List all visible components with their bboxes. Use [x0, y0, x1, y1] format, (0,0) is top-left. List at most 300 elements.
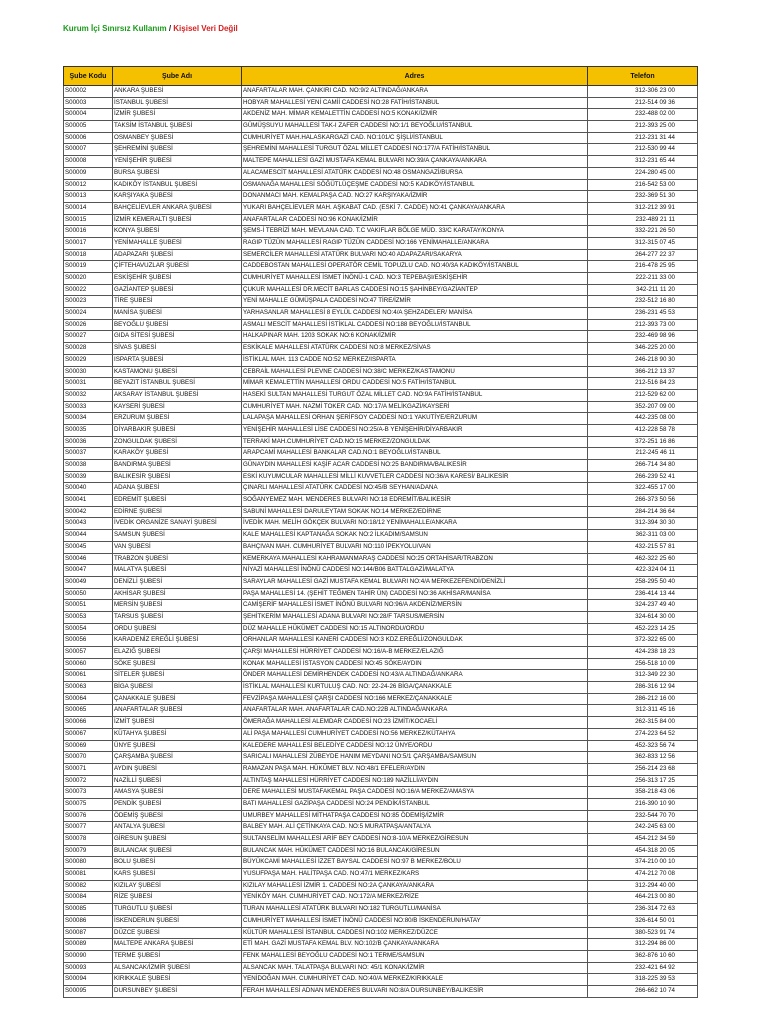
- table-row: [64, 214, 698, 226]
- branch-name-cell: BOLU ŞUBESİ: [113, 857, 242, 869]
- phone-cell: 216-542 53 00: [588, 179, 698, 191]
- table-row: [64, 787, 698, 799]
- address-cell: ORHANLAR MAHALLESİ KANERİ CADDESİ NO:3 KDZ.EREĞLİ/ZONGULDAK: [242, 635, 588, 647]
- table-row: [64, 530, 698, 542]
- phone-cell: 332-221 26 50: [588, 226, 698, 238]
- branch-code-cell: S00060: [64, 658, 113, 670]
- table-row: [64, 506, 698, 518]
- phone-cell: 452-223 14 25: [588, 623, 698, 635]
- phone-cell: 422-324 04 11: [588, 565, 698, 577]
- branch-name-cell: RİZE ŞUBESİ: [113, 892, 242, 904]
- table-row: [64, 705, 698, 717]
- address-cell: TERRAKİ MAH.CUMHURİYET CAD.NO:15 MERKEZ/ZONGULDAK: [242, 436, 588, 448]
- table-row: [64, 401, 698, 413]
- table-row: [64, 366, 698, 378]
- branch-name-cell: MALTEPE ANKARA ŞUBESİ: [113, 939, 242, 951]
- branch-name-cell: ÇARŞAMBA ŞUBESİ: [113, 752, 242, 764]
- table-row: [64, 413, 698, 425]
- branch-code-cell: S00071: [64, 763, 113, 775]
- branch-code-cell: S00035: [64, 424, 113, 436]
- branch-code-cell: S00018: [64, 249, 113, 261]
- address-cell: PAŞA MAHALLESİ 14. (ŞEHİT TEĞMEN TAHİR ÜN) CADDESİ NO:36 AKHİSAR/MANİSA: [242, 588, 588, 600]
- phone-cell: 324-237 49 40: [588, 600, 698, 612]
- branch-name-cell: BAHÇELİEVLER ANKARA ŞUBESİ: [113, 202, 242, 214]
- phone-cell: 372-322 65 00: [588, 635, 698, 647]
- branch-name-cell: KÜTAHYA ŞUBESİ: [113, 728, 242, 740]
- branch-name-cell: KADIKÖY İSTANBUL ŞUBESİ: [113, 179, 242, 191]
- phone-cell: 246-218 90 30: [588, 354, 698, 366]
- branch-name-cell: TARSUS ŞUBESİ: [113, 611, 242, 623]
- phone-cell: 362-311 03 00: [588, 530, 698, 542]
- branch-code-cell: S00087: [64, 927, 113, 939]
- table-row: [64, 226, 698, 238]
- phone-cell: 212-514 09 36: [588, 97, 698, 109]
- table-row: [64, 132, 698, 144]
- branch-name-cell: İZMİR KEMERALTI ŞUBESİ: [113, 214, 242, 226]
- branch-code-cell: S00029: [64, 354, 113, 366]
- table-row: [64, 518, 698, 530]
- branch-name-cell: KASTAMONU ŞUBESİ: [113, 366, 242, 378]
- address-cell: KONAK MAHALLESİ İSTASYON CADDESİ NO:45 SÖKE/AYDIN: [242, 658, 588, 670]
- branch-name-cell: ELAZIĞ ŞUBESİ: [113, 647, 242, 659]
- address-cell: DÜZ MAHALLE HÜKÜMET CADDESİ NO:15 ALTINORDU/ORDU: [242, 623, 588, 635]
- table-row: [64, 892, 698, 904]
- branch-code-cell: S00065: [64, 705, 113, 717]
- address-cell: UMURBEY MAHALLESİ MİTHATPAŞA CADDESİ NO:85 ÖDEMİŞ/İZMİR: [242, 810, 588, 822]
- branch-name-cell: ÇİFTEHAVUZLAR ŞUBESİ: [113, 261, 242, 273]
- table-row: [64, 576, 698, 588]
- phone-cell: 284-214 36 64: [588, 506, 698, 518]
- phone-cell: 232-489 21 11: [588, 214, 698, 226]
- address-cell: BULANCAK MAH. HÜKÜMET CADDESİ NO:16 BULANCAK/GİRESUN: [242, 845, 588, 857]
- phone-cell: 216-478 25 95: [588, 261, 698, 273]
- table-row: [64, 880, 698, 892]
- address-cell: YUKARI BAHÇELİEVLER MAH. AŞKABAT CAD. (ESKİ 7. CADDE) NO:41 ÇANKAYA/ANKARA: [242, 202, 588, 214]
- branch-code-cell: S00039: [64, 471, 113, 483]
- address-cell: NİYAZİ MAHALLESİ İNÖNÜ CADDESİ NO:144/B06 BATTALGAZİ/MALATYA: [242, 565, 588, 577]
- table-row: [64, 728, 698, 740]
- phone-cell: 372-251 16 86: [588, 436, 698, 448]
- branch-code-cell: S00070: [64, 752, 113, 764]
- branch-name-cell: İSTANBUL ŞUBESİ: [113, 97, 242, 109]
- table-row: [64, 974, 698, 986]
- branch-code-cell: S00075: [64, 798, 113, 810]
- phone-cell: 286-212 16 00: [588, 693, 698, 705]
- branch-name-cell: EDREMİT ŞUBESİ: [113, 495, 242, 507]
- table-row: [64, 798, 698, 810]
- branch-code-cell: S00043: [64, 518, 113, 530]
- table-row: [64, 237, 698, 249]
- phone-cell: 312-311 45 16: [588, 705, 698, 717]
- branch-name-cell: DENİZLİ ŞUBESİ: [113, 576, 242, 588]
- phone-cell: 232-369 51 30: [588, 191, 698, 203]
- phone-cell: 312-212 39 91: [588, 202, 698, 214]
- branch-name-cell: BULANCAK ŞUBESİ: [113, 845, 242, 857]
- branch-code-cell: S00082: [64, 880, 113, 892]
- address-cell: TURAN MAHALLESİ ATATÜRK BULVARI NO:182 TURGUTLU/MANİSA: [242, 904, 588, 916]
- table-row: [64, 834, 698, 846]
- phone-cell: 452-323 56 74: [588, 740, 698, 752]
- branch-code-cell: S00054: [64, 623, 113, 635]
- table-row: [64, 97, 698, 109]
- phone-cell: 256-518 10 09: [588, 658, 698, 670]
- phone-cell: 236-314 72 63: [588, 904, 698, 916]
- branch-name-cell: YENİMAHALLE ŞUBESİ: [113, 237, 242, 249]
- branch-name-cell: ESKİŞEHİR ŞUBESİ: [113, 273, 242, 285]
- phone-cell: 224-280 45 00: [588, 167, 698, 179]
- table-row: [64, 354, 698, 366]
- branch-name-cell: TERME ŞUBESİ: [113, 950, 242, 962]
- table-row: [64, 495, 698, 507]
- table-row: [64, 308, 698, 320]
- branch-name-cell: MERSİN ŞUBESİ: [113, 600, 242, 612]
- branch-code-cell: S00049: [64, 576, 113, 588]
- branch-code-cell: S00044: [64, 530, 113, 542]
- branch-code-cell: S00053: [64, 611, 113, 623]
- phone-cell: 212-231 31 44: [588, 132, 698, 144]
- branch-name-cell: ANAFARTALAR ŞUBESİ: [113, 705, 242, 717]
- branch-code-cell: S00014: [64, 202, 113, 214]
- table-row: [64, 261, 698, 273]
- branch-code-cell: S00081: [64, 869, 113, 881]
- phone-cell: 274-223 64 52: [588, 728, 698, 740]
- branch-code-cell: S00034: [64, 413, 113, 425]
- table-row: [64, 424, 698, 436]
- branch-code-cell: S00036: [64, 436, 113, 448]
- table-row: [64, 191, 698, 203]
- address-cell: İSTİKLAL MAH. 113 CADDE NO:52 MERKEZ/ISPARTA: [242, 354, 588, 366]
- phone-cell: 442-235 08 00: [588, 413, 698, 425]
- address-cell: YENİKÖY MAH. CUMHURİYET CAD. NO:172/A MERKEZ/RİZE: [242, 892, 588, 904]
- table-row: [64, 284, 698, 296]
- phone-cell: 258-295 50 40: [588, 576, 698, 588]
- phone-cell: 212-530 99 44: [588, 144, 698, 156]
- branch-name-cell: AYDIN ŞUBESİ: [113, 763, 242, 775]
- table-row: [64, 553, 698, 565]
- branch-code-cell: S00015: [64, 214, 113, 226]
- header-address: Adres: [242, 67, 588, 86]
- branch-name-cell: VAN ŞUBESİ: [113, 541, 242, 553]
- table-row: [64, 763, 698, 775]
- branch-code-cell: S00041: [64, 495, 113, 507]
- phone-cell: 264-277 22 37: [588, 249, 698, 261]
- phone-cell: 242-245 63 00: [588, 822, 698, 834]
- branch-name-cell: TİRE ŞUBESİ: [113, 296, 242, 308]
- branch-name-cell: ADANA ŞUBESİ: [113, 483, 242, 495]
- phone-cell: 362-876 10 60: [588, 950, 698, 962]
- phone-cell: 424-238 18 23: [588, 647, 698, 659]
- branch-name-cell: ADAPAZARI ŞUBESİ: [113, 249, 242, 261]
- branch-name-cell: İSKENDERUN ŞUBESİ: [113, 915, 242, 927]
- address-cell: CEBRAİL MAHALLESİ PLEVNE CADDESİ NO:38/C MERKEZ/KASTAMONU: [242, 366, 588, 378]
- branch-code-cell: S00064: [64, 693, 113, 705]
- phone-cell: 266-714 34 80: [588, 460, 698, 472]
- branch-name-cell: ANKARA ŞUBESİ: [113, 86, 242, 98]
- table-row: [64, 869, 698, 881]
- branch-name-cell: BURSA ŞUBESİ: [113, 167, 242, 179]
- address-cell: YENİ MAHALLE GÜMÜŞPALA CADDESİ NO:47 TİRE/İZMİR: [242, 296, 588, 308]
- table-row: [64, 822, 698, 834]
- branch-name-cell: PENDİK ŞUBESİ: [113, 798, 242, 810]
- phone-cell: 352-207 09 00: [588, 401, 698, 413]
- address-cell: MALTEPE MAHALLESİ GAZİ MUSTAFA KEMAL BULVARI NO:39/A ÇANKAYA/ANKARA: [242, 156, 588, 168]
- branch-name-cell: İZMİT ŞUBESİ: [113, 717, 242, 729]
- phone-cell: 312-315 07 45: [588, 237, 698, 249]
- classification-separator: /: [168, 24, 172, 33]
- branch-code-cell: S00013: [64, 191, 113, 203]
- phone-cell: 312-306 23 00: [588, 86, 698, 98]
- phone-cell: 374-210 00 10: [588, 857, 698, 869]
- branch-code-cell: S00003: [64, 97, 113, 109]
- address-cell: ANAFARTALAR MAH. ANAFARTALAR CAD.NO:22B ALTINDAĞ/ANKARA: [242, 705, 588, 717]
- branch-code-cell: S00017: [64, 237, 113, 249]
- address-cell: DERE MAHALLESİ MUSTAFAKEMAL PAŞA CADDESİ NO:16/A MERKEZ/AMASYA: [242, 787, 588, 799]
- branch-table: [63, 66, 698, 998]
- branch-name-cell: KIRIKKALE ŞUBESİ: [113, 974, 242, 986]
- address-cell: ASMALI MESCİT MAHALLESİ İSTİKLAL CADDESİ NO:188 BEYOĞLU/İSTANBUL: [242, 319, 588, 331]
- branch-name-cell: AKSARAY İSTANBUL ŞUBESİ: [113, 389, 242, 401]
- phone-cell: 312-294 86 00: [588, 939, 698, 951]
- branch-name-cell: KIZILAY ŞUBESİ: [113, 880, 242, 892]
- branch-code-cell: S00086: [64, 915, 113, 927]
- branch-code-cell: S00012: [64, 179, 113, 191]
- address-cell: SABUNİ MAHALLESİ DARULEYTAM SOKAK NO:14 MERKEZ/EDİRNE: [242, 506, 588, 518]
- address-cell: ŞEHREMİNİ MAHALLESİ TURGUT ÖZAL MİLLET CADDESİ NO:177/A FATİH/İSTANBUL: [242, 144, 588, 156]
- phone-cell: 256-313 17 25: [588, 775, 698, 787]
- phone-cell: 256-214 23 68: [588, 763, 698, 775]
- table-row: [64, 962, 698, 974]
- address-cell: İVEDİK MAH. MELİH GÖKÇEK BULVARI NO:18/12 YENİMAHALLE/ANKARA: [242, 518, 588, 530]
- address-cell: FERAH MAHALLESİ ADNAN MENDERES BULVARI NO:8/A DURSUNBEY/BALIKESİR: [242, 985, 588, 997]
- phone-cell: 324-614 30 00: [588, 611, 698, 623]
- address-cell: ŞEMS-İ TEBRİZİ MAH. MEVLANA CAD. T.C VAKIFLAR BÖLGE MÜD. 33/C KARATAY/KONYA: [242, 226, 588, 238]
- phone-cell: 232-544 70 70: [588, 810, 698, 822]
- phone-cell: 454-212 34 59: [588, 834, 698, 846]
- address-cell: BALBEY MAH. ALİ ÇETİNKAYA CAD. NO:5 MURATPAŞA/ANTALYA: [242, 822, 588, 834]
- address-cell: HOBYAR MAHALLESİ YENİ CAMİİ CADDESİ NO:28 FATİH/İSTANBUL: [242, 97, 588, 109]
- branch-name-cell: DÜZCE ŞUBESİ: [113, 927, 242, 939]
- address-cell: OSMANAĞA MAHALLESİ SÖĞÜTLÜÇEŞME CADDESİ NO:5 KADIKÖY/İSTANBUL: [242, 179, 588, 191]
- branch-name-cell: MANİSA ŞUBESİ: [113, 308, 242, 320]
- phone-cell: 312-294 40 00: [588, 880, 698, 892]
- table-row: [64, 623, 698, 635]
- branch-name-cell: MALATYA ŞUBESİ: [113, 565, 242, 577]
- address-cell: ANAFARTALAR CADDESİ NO:96 KONAK/İZMİR: [242, 214, 588, 226]
- branch-code-cell: S00040: [64, 483, 113, 495]
- branch-name-cell: TAKSİM İSTANBUL ŞUBESİ: [113, 121, 242, 133]
- address-cell: CUMHURİYET MAHALLESİ İSMET İNÖNÜ CADDESİ NO:80/B İSKENDERUN/HATAY: [242, 915, 588, 927]
- branch-name-cell: KARS ŞUBESİ: [113, 869, 242, 881]
- phone-cell: 366-212 13 37: [588, 366, 698, 378]
- table-row: [64, 693, 698, 705]
- branch-code-cell: S00037: [64, 448, 113, 460]
- branch-name-cell: ÜNYE ŞUBESİ: [113, 740, 242, 752]
- branch-name-cell: KARŞIYAKA ŞUBESİ: [113, 191, 242, 203]
- table-row: [64, 331, 698, 343]
- branch-code-cell: S00023: [64, 296, 113, 308]
- phone-cell: 216-390 10 90: [588, 798, 698, 810]
- branch-code-cell: S00047: [64, 565, 113, 577]
- phone-cell: 326-614 50 01: [588, 915, 698, 927]
- header-branch-code: Şube Kodu: [64, 67, 113, 86]
- table-row: [64, 658, 698, 670]
- branch-name-cell: KAYSERİ ŞUBESİ: [113, 401, 242, 413]
- phone-cell: 358-218 43 06: [588, 787, 698, 799]
- branch-name-cell: BANDIRMA ŞUBESİ: [113, 460, 242, 472]
- branch-code-cell: S00051: [64, 600, 113, 612]
- branch-code-cell: S00019: [64, 261, 113, 273]
- branch-code-cell: S00056: [64, 635, 113, 647]
- branch-name-cell: KARAKÖY ŞUBESİ: [113, 448, 242, 460]
- table-row: [64, 670, 698, 682]
- branch-name-cell: ISPARTA ŞUBESİ: [113, 354, 242, 366]
- branch-code-cell: S00045: [64, 541, 113, 553]
- branch-code-cell: S00022: [64, 284, 113, 296]
- branch-name-cell: GAZİANTEP ŞUBESİ: [113, 284, 242, 296]
- phone-cell: 312-349 22 30: [588, 670, 698, 682]
- table-row: [64, 156, 698, 168]
- address-cell: İSTİKLAL MAHALLESİ KURTULUŞ CAD. NO: 22-24-26 BİGA/ÇANAKKALE: [242, 682, 588, 694]
- branch-name-cell: KARADENİZ EREĞLİ ŞUBESİ: [113, 635, 242, 647]
- phone-cell: 212-393 73 00: [588, 319, 698, 331]
- table-row: [64, 86, 698, 98]
- branch-name-cell: TURGUTLU ŞUBESİ: [113, 904, 242, 916]
- table-row: [64, 448, 698, 460]
- branch-code-cell: S00028: [64, 343, 113, 355]
- phone-cell: 312-394 30 30: [588, 518, 698, 530]
- branch-name-cell: SİVAS ŞUBESİ: [113, 343, 242, 355]
- branch-code-cell: S00063: [64, 682, 113, 694]
- address-cell: ÇUKUR MAHALLESİ DR.MECİT BARLAS CADDESİ NO:15 ŞAHİNBEY/GAZİANTEP: [242, 284, 588, 296]
- phone-cell: 462-322 25 60: [588, 553, 698, 565]
- address-cell: ANAFARTALAR MAH. ÇANKIRI CAD. NO:9/2 ALTINDAĞ/ANKARA: [242, 86, 588, 98]
- address-cell: FENK MAHALLESİ BEYOĞLU CADDESİ NO:1 TERME/SAMSUN: [242, 950, 588, 962]
- branch-code-cell: S00031: [64, 378, 113, 390]
- phone-cell: 432-215 57 81: [588, 541, 698, 553]
- branch-code-cell: S00084: [64, 892, 113, 904]
- branch-code-cell: S00073: [64, 787, 113, 799]
- address-cell: DONANMACI MAH. KEMALPAŞA CAD. NO:27 KARŞIYAKA/İZMİR: [242, 191, 588, 203]
- address-cell: ESKİKALE MAHALLESİ ATATÜRK CADDESİ NO:8 MERKEZ/SİVAS: [242, 343, 588, 355]
- branch-name-cell: BALIKESİR ŞUBESİ: [113, 471, 242, 483]
- address-cell: CUMHURİYET MAH. NAZMİ TOKER CAD. NO:17/A MELİKGAZİ/KAYSERİ: [242, 401, 588, 413]
- address-cell: ALACAMESCİT MAHALLESİ ATATÜRK CADDESİ NO:48 OSMANGAZİ/BURSA: [242, 167, 588, 179]
- table-row: [64, 109, 698, 121]
- branch-name-cell: ÖDEMİŞ ŞUBESİ: [113, 810, 242, 822]
- table-row: [64, 121, 698, 133]
- table-row: [64, 588, 698, 600]
- address-cell: ALTINTAŞ MAHALLESİ HÜRRİYET CADDESİ NO:189 NAZİLLİ/AYDIN: [242, 775, 588, 787]
- branch-table-header: [64, 67, 698, 86]
- branch-code-cell: S00093: [64, 962, 113, 974]
- branch-code-cell: S00024: [64, 308, 113, 320]
- branch-name-cell: NAZİLLİ ŞUBESİ: [113, 775, 242, 787]
- table-row: [64, 740, 698, 752]
- table-row: [64, 939, 698, 951]
- address-cell: HASEKİ SULTAN MAHALLESİ TURGUT ÖZAL MİLLET CAD. NO:9A FATİH/İSTANBUL: [242, 389, 588, 401]
- branch-code-cell: S00042: [64, 506, 113, 518]
- header-row: [64, 67, 698, 86]
- branch-name-cell: YENİŞEHİR ŞUBESİ: [113, 156, 242, 168]
- address-cell: KALE MAHALLESİ KAPTANAĞA SOKAK NO:2 İLKADIM/SAMSUN: [242, 530, 588, 542]
- table-row: [64, 985, 698, 997]
- branch-name-cell: ANTALYA ŞUBESİ: [113, 822, 242, 834]
- branch-name-cell: ERZURUM ŞUBESİ: [113, 413, 242, 425]
- address-cell: CUMHURİYET MAHALLESİ İSMET İNÖNÜ-1 CAD. NO:3 TEPEBAŞI/ESKİŞEHİR: [242, 273, 588, 285]
- branch-code-cell: S00089: [64, 939, 113, 951]
- address-cell: SOĞANYEMEZ MAH. MENDERES BULVARI NO:18 EDREMİT/BALIKESİR: [242, 495, 588, 507]
- address-cell: RAGIP TÜZÜN MAHALLESİ RAGIP TÜZÜN CADDESİ NO:166 YENİMAHALLE/ANKARA: [242, 237, 588, 249]
- table-row: [64, 611, 698, 623]
- address-cell: ETİ MAH. GAZİ MUSTAFA KEMAL BLV. NO:102/B ÇANKAYA/ANKARA: [242, 939, 588, 951]
- address-cell: CUMHURİYET MAH.HALASKARGAZİ CAD. NO:101/C ŞİŞLİ/İSTANBUL: [242, 132, 588, 144]
- table-row: [64, 436, 698, 448]
- table-row: [64, 845, 698, 857]
- table-row: [64, 378, 698, 390]
- address-cell: ÇARŞI MAHALLESİ HÜRRİYET CADDESİ NO:16/A-B MERKEZ/ELAZIĞ: [242, 647, 588, 659]
- branch-name-cell: AMASYA ŞUBESİ: [113, 787, 242, 799]
- branch-name-cell: SAMSUN ŞUBESİ: [113, 530, 242, 542]
- branch-code-cell: S00094: [64, 974, 113, 986]
- branch-code-cell: S00032: [64, 389, 113, 401]
- branch-name-cell: OSMANBEY ŞUBESİ: [113, 132, 242, 144]
- address-cell: ARAPCAMİ MAHALLESİ BANKALAR CAD.NO:1 BEYOĞLU/İSTANBUL: [242, 448, 588, 460]
- phone-cell: 342-211 11 20: [588, 284, 698, 296]
- address-cell: HALKAPINAR MAH. 1203 SOKAK NO:6 KONAK/İZMİR: [242, 331, 588, 343]
- table-row: [64, 202, 698, 214]
- table-row: [64, 904, 698, 916]
- branch-code-cell: S00004: [64, 109, 113, 121]
- phone-cell: 232-512 16 80: [588, 296, 698, 308]
- address-cell: ÖNDER MAHALLESİ DEMİRHENDEK CADDESİ NO:43/A ALTINDAĞ/ANKARA: [242, 670, 588, 682]
- phone-cell: 262-315 84 00: [588, 717, 698, 729]
- branch-code-cell: S00077: [64, 822, 113, 834]
- table-row: [64, 810, 698, 822]
- classification-not-personal-data: Kişisel Veri Değil: [173, 24, 238, 33]
- branch-code-cell: S00079: [64, 845, 113, 857]
- address-cell: KALEDERE MAHALLESİ BELEDİYE CADDESİ NO:12 ÜNYE/ORDU: [242, 740, 588, 752]
- branch-name-cell: BİGA ŞUBESİ: [113, 682, 242, 694]
- branch-code-cell: S00008: [64, 156, 113, 168]
- branch-code-cell: S00072: [64, 775, 113, 787]
- table-row: [64, 460, 698, 472]
- table-row: [64, 389, 698, 401]
- branch-code-cell: S00026: [64, 319, 113, 331]
- branch-name-cell: ORDU ŞUBESİ: [113, 623, 242, 635]
- branch-code-cell: S00090: [64, 950, 113, 962]
- branch-code-cell: S00050: [64, 588, 113, 600]
- address-cell: GÜMÜŞSUYU MAHALLESİ TAK-I ZAFER CADDESİ NO:1/1 BEYOĞLU/İSTANBUL: [242, 121, 588, 133]
- branch-name-cell: BEYAZIT İSTANBUL ŞUBESİ: [113, 378, 242, 390]
- address-cell: ALSANCAK MAH. TALATPAŞA BULVARI NO: 45/1 KONAK/İZMİR: [242, 962, 588, 974]
- branch-code-cell: S00085: [64, 904, 113, 916]
- phone-cell: 464-213 00 80: [588, 892, 698, 904]
- branch-name-cell: EDİRNE ŞUBESİ: [113, 506, 242, 518]
- phone-cell: 232-421 64 92: [588, 962, 698, 974]
- table-row: [64, 296, 698, 308]
- address-cell: SULTANSELİM MAHALLESİ ARİF BEY CADDESİ NO:8-10/A MERKEZ/GİRESUN: [242, 834, 588, 846]
- phone-cell: 212-393 25 00: [588, 121, 698, 133]
- table-row: [64, 249, 698, 261]
- branch-name-cell: ZONGULDAK ŞUBESİ: [113, 436, 242, 448]
- table-row: [64, 717, 698, 729]
- phone-cell: 236-414 13 44: [588, 588, 698, 600]
- phone-cell: 236-231 45 53: [588, 308, 698, 320]
- branch-table-body: [64, 86, 698, 998]
- header-phone: Telefon: [588, 67, 698, 86]
- address-cell: YENİŞEHİR MAHALLESİ LİSE CADDESİ NO:25/A-B YENİŞEHİR/DİYARBAKIR: [242, 424, 588, 436]
- branch-code-cell: S00057: [64, 647, 113, 659]
